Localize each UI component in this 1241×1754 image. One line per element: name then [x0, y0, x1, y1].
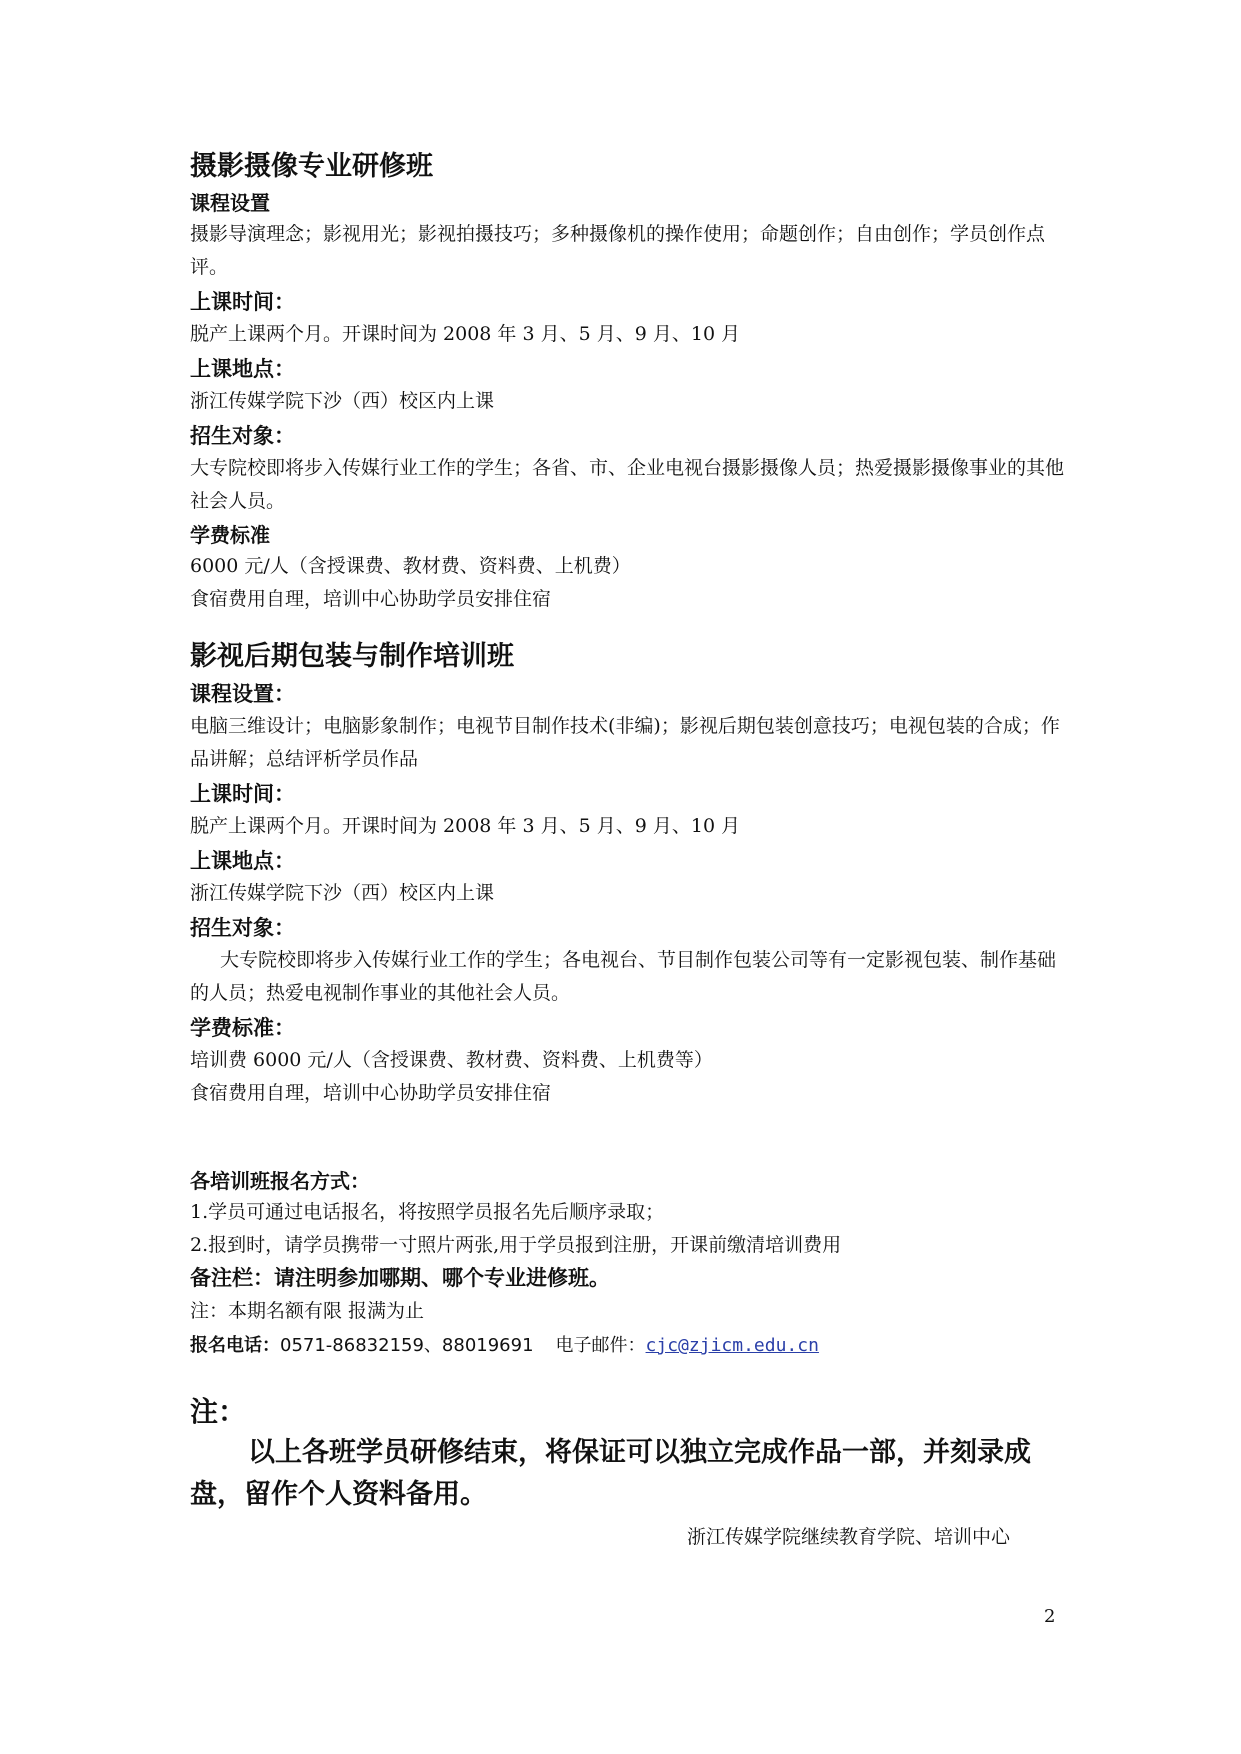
course2-time-text: 脱产上课两个月。开课时间为 2008 年 3 月、5 月、9 月、10 月 [190, 815, 741, 837]
course1-lodging-text: 食宿费用自理，培训中心协助学员安排住宿 [190, 588, 552, 610]
page-content [190, 148, 1070, 1554]
registration-item-2: 2.报到时，请学员携带一寸照片两张,用于学员报到注册，开课前缴清培训费用 [190, 1234, 842, 1256]
course1-fee-text: 6000 元/人（含授课费、教材费、资料费、上机费） [190, 555, 631, 577]
course1-target-text: 大专院校即将步入传媒行业工作的学生；各省、市、企业电视台摄影摄像人员；热爱摄影摄像事业的其他社会人员。 [190, 457, 1065, 512]
course1-time-label: 上课时间： [190, 290, 295, 314]
course2-fee-label: 学费标准： [190, 1016, 295, 1040]
contact-line [190, 1328, 1070, 1364]
quota-note: 注：本期名额有限 报满为止 [190, 1300, 425, 1322]
note-body: 以上各班学员研修结束，将保证可以独立完成作品一部，并刻录成盘，留作个人资料备用。 [190, 1437, 1031, 1510]
course2-target-text: 大专院校即将步入传媒行业工作的学生；各电视台、节目制作包装公司等有一定影视包装、制作基础的人员；热爱电视制作事业的其他社会人员。 [190, 949, 1057, 1004]
registration-item-1: 1.学员可通过电话报名，将按照学员报名先后顺序录取； [190, 1201, 665, 1223]
course2-target-label: 招生对象： [190, 916, 295, 940]
course2-curriculum-label: 课程设置： [190, 682, 295, 706]
course1-location-label: 上课地点： [190, 357, 295, 381]
phone-numbers: 0571-86832159、88019691 [280, 1335, 534, 1356]
section-spacer [190, 616, 1070, 638]
course1-curriculum-text: 摄影导演理念；影视用光；影视拍摄技巧；多种摄像机的操作使用；命题创作；自由创作；学员创作点评。 [190, 223, 1046, 278]
registration-label: 各培训班报名方式： [190, 1169, 370, 1193]
course1-fee-label: 学费标准 [190, 523, 270, 547]
course2-location-label: 上课地点： [190, 849, 295, 873]
page-number: 2 [1044, 1606, 1056, 1627]
course2-time-label: 上课时间： [190, 782, 295, 806]
remark-line: 备注栏：请注明参加哪期、哪个专业进修班。 [190, 1266, 610, 1290]
phone-label: 报名电话： [190, 1335, 280, 1356]
section-spacer [190, 1110, 1070, 1164]
email-link[interactable]: cjc@zjicm.edu.cn [645, 1335, 819, 1356]
course1-title: 摄影摄像专业研修班 [190, 151, 433, 182]
course2-curriculum-text: 电脑三维设计；电脑影象制作；电视节目制作技术(非编)；影视后期包装创意技巧；电视包装的合成；作品讲解；总结评析学员作品 [190, 715, 1060, 770]
course1-target-label: 招生对象： [190, 424, 295, 448]
course2-title: 影视后期包装与制作培训班 [190, 641, 514, 672]
course1-location-text: 浙江传媒学院下沙（西）校区内上课 [190, 390, 495, 412]
course2-location-text: 浙江传媒学院下沙（西）校区内上课 [190, 882, 495, 904]
course1-curriculum-label: 课程设置 [190, 191, 270, 215]
signature: 浙江传媒学院继续教育学院、培训中心 [686, 1526, 1010, 1548]
note-heading: 注： [190, 1395, 247, 1428]
course1-time-text: 脱产上课两个月。开课时间为 2008 年 3 月、5 月、9 月、10 月 [190, 323, 741, 345]
course2-lodging-text: 食宿费用自理，培训中心协助学员安排住宿 [190, 1082, 552, 1104]
course2-fee-text: 培训费 6000 元/人（含授课费、教材费、资料费、上机费等） [190, 1049, 713, 1071]
email-label: 电子邮件： [555, 1335, 646, 1356]
